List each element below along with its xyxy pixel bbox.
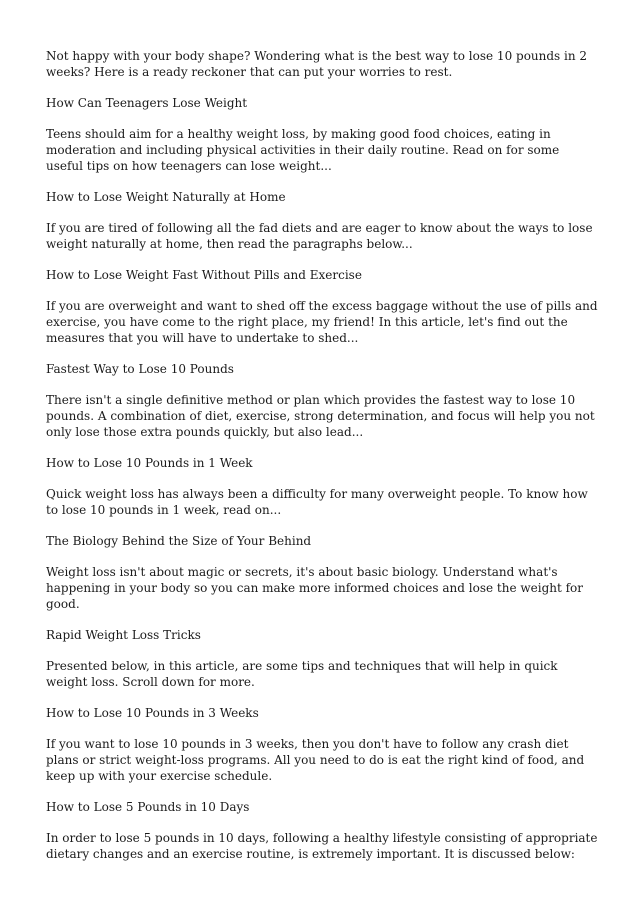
article-summary: If you are overweight and want to shed off the excess baggage without the use of pills and exercise, you have come to the right place, my friend! In this article, let's find out the measures that you will have to undertake to shed... xyxy=(46,299,598,345)
article-entry xyxy=(46,455,598,518)
article-summary: If you are tired of following all the fad diets and are eager to know about the ways to lose weight naturally at home, then read the paragraphs below... xyxy=(46,221,593,251)
article-title: How to Lose Weight Fast Without Pills and Exercise xyxy=(46,268,362,282)
article-entry xyxy=(46,705,598,784)
article-entry xyxy=(46,189,598,252)
article-summary: Quick weight loss has always been a difficulty for many overweight people. To know how to lose 10 pounds in 1 week, read on... xyxy=(46,487,588,517)
article-entry xyxy=(46,533,598,612)
article-entry xyxy=(46,799,598,862)
article-summary: Presented below, in this article, are some tips and techniques that will help in quick weight loss. Scroll down for more. xyxy=(46,659,558,689)
article-entry xyxy=(46,627,598,690)
article-summary: There isn't a single definitive method or plan which provides the fastest way to lose 10 pounds. A combination of diet, exercise, strong determination, and focus will help you not only lose those extra pounds quickly, but also lead... xyxy=(46,393,595,439)
article-entry xyxy=(46,361,598,440)
article-title: Fastest Way to Lose 10 Pounds xyxy=(46,362,234,376)
article-title: How to Lose 5 Pounds in 10 Days xyxy=(46,800,250,814)
article-summary: Weight loss isn't about magic or secrets, it's about basic biology. Understand what's happening in your body so you can make more informed choices and lose the weight for good. xyxy=(46,565,584,611)
intro-paragraph: Not happy with your body shape? Wondering what is the best way to lose 10 pounds in 2 weeks? Here is a ready reckoner that can put your worries to rest. xyxy=(46,49,588,79)
article-summary: If you want to lose 10 pounds in 3 weeks, then you don't have to follow any crash diet plans or strict weight-loss programs. All you need to do is eat the right kind of food, and keep up with your exercise schedule. xyxy=(46,737,585,783)
article-title: How Can Teenagers Lose Weight xyxy=(46,96,248,110)
article-entry xyxy=(46,95,598,174)
document-page xyxy=(46,48,598,877)
article-entry xyxy=(46,267,598,346)
article-title: How to Lose 10 Pounds in 1 Week xyxy=(46,456,253,470)
article-summary: Teens should aim for a healthy weight loss, by making good food choices, eating in moderation and including physical activities in their daily routine. Read on for some useful tips on how teenagers can lose weight... xyxy=(46,127,560,173)
article-summary: In order to lose 5 pounds in 10 days, following a healthy lifestyle consisting of appropriate dietary changes and an exercise routine, is extremely important. It is discussed below: xyxy=(46,831,598,861)
article-list xyxy=(46,95,598,862)
article-title: How to Lose 10 Pounds in 3 Weeks xyxy=(46,706,259,720)
article-title: The Biology Behind the Size of Your Behind xyxy=(46,534,312,548)
article-title: Rapid Weight Loss Tricks xyxy=(46,628,201,642)
article-title: How to Lose Weight Naturally at Home xyxy=(46,190,286,204)
